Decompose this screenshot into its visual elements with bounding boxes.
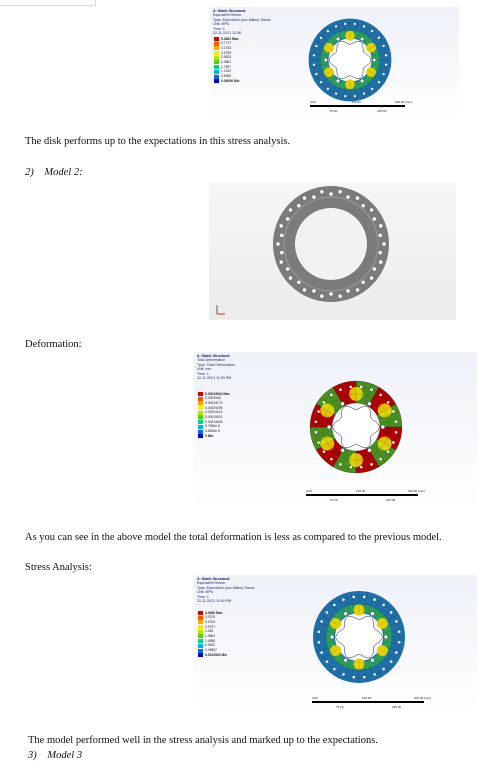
drilled-hole [387,401,390,404]
bolt-hole [360,79,364,83]
drilled-hole [320,37,322,39]
drilled-hole [354,95,356,97]
drilled-hole [370,276,373,279]
drilled-hole [335,93,337,95]
scale-bar [310,100,413,113]
drilled-hole [346,195,349,198]
heading-model-2 [25,166,83,179]
scale-tick-label: 75.00 [329,109,338,113]
legend-label: 2.483 [205,629,214,634]
drilled-hole [276,242,279,245]
info-line: Unit: MPa [197,590,213,595]
legend-swatch [214,75,219,79]
drilled-hole [379,234,382,237]
drilled-hole [373,267,376,270]
heading-model-3 [28,749,82,762]
drilled-hole [317,441,320,444]
legend-swatch [198,425,203,429]
drilled-hole [323,450,326,453]
drilled-hole [317,410,320,413]
bolt-hole [341,402,345,406]
legend-label: 0.00024414 [205,410,223,415]
drilled-hole [379,260,382,263]
bolt-hole [360,37,364,41]
legend-label: 2.3861 [221,60,232,64]
drilled-hole [360,466,363,469]
drilled-hole [363,92,365,94]
disc-center-hole [336,616,383,658]
stress-analysis-label: Stress Analysis: [25,562,92,573]
drilled-hole [318,641,321,644]
legend-label: 5.3681 Max [221,36,239,41]
drilled-hole [323,401,326,404]
drilled-hole [320,651,323,654]
figure-info [197,577,255,603]
info-line: Unit: MPa [213,22,229,27]
legend-swatch [214,42,219,46]
drilled-hole [279,224,282,227]
axis-triad-icon [215,304,227,316]
drilled-hole [344,95,346,97]
drilled-hole [286,217,289,220]
legend-label: 1.1933 [221,69,232,74]
deformation-label: Deformation: [25,339,82,350]
info-line: Unit: mm [197,367,212,372]
legend-swatch [214,56,219,60]
legend-label: 0.00014648 [205,419,223,424]
scale-tick-label: 0.00 [310,100,316,104]
legend-label: 4.8828e-5 [205,429,220,434]
drilled-hole [315,45,317,47]
drilled-hole [352,596,355,599]
bolt-hole [367,448,371,452]
drilled-hole [370,388,373,391]
bolt-hole [367,402,371,406]
legend-label: 1.4898 [205,638,216,643]
disc-deformation-plot [306,377,406,477]
drilled-hole [398,630,401,633]
legend-swatch [214,65,219,69]
drilled-hole [382,604,385,607]
legend-label: 0.0003906 [205,396,221,401]
legend-swatch [198,401,203,405]
legend-swatch [214,70,219,74]
drilled-hole [315,420,318,423]
figure-info [197,354,235,380]
drilled-hole [373,217,376,220]
legend-swatch [214,51,219,55]
drilled-hole [395,431,398,434]
drilled-hole [385,64,387,66]
drilled-hole [392,410,395,413]
drilled-hole [385,54,387,56]
legend-swatch [214,79,219,83]
disc-center-hole [329,41,371,78]
legend-swatch [198,644,203,648]
paragraph-model-1-result: The disk performs up to the expectations in this stress analysis. [25,136,291,147]
drilled-hole [379,251,382,254]
legend-swatch [198,411,203,415]
figure-info [213,9,271,35]
legend-swatch [198,420,203,424]
legend-label: 3.4763 [205,619,216,624]
drilled-hole [382,45,384,47]
legend-swatch [198,430,203,434]
drilled-hole [371,30,373,32]
drilled-hole [378,81,380,83]
info-line: Time: 1 [197,371,209,376]
drilled-hole [361,281,364,284]
drilled-hole [329,192,332,195]
drilled-hole [327,88,329,90]
drilled-hole [289,208,292,211]
legend-label: 0.5969 [221,74,232,79]
drilled-hole [342,598,345,601]
drilled-hole [280,251,283,254]
drilled-hole [395,651,398,654]
drilled-hole [303,288,306,291]
drilled-hole [360,386,363,389]
legend-label: 0.00043944 Max [205,391,230,396]
deformation-figure-model-2 [194,352,477,510]
info-line: A: Static Structural [197,577,230,581]
drilled-hole [363,676,366,679]
drilled-hole [342,673,345,676]
drilled-hole [326,611,329,614]
legend-label: 4.4696 Max [205,610,223,615]
drilled-hole [378,37,380,39]
legend-swatch [198,392,203,396]
scan-border [0,0,96,6]
color-legend [198,391,230,439]
info-line: Equivalent Stress [197,581,225,586]
legend-swatch [198,397,203,401]
drilled-hole [320,190,323,193]
drilled-hole [312,289,315,292]
legend-swatch [198,630,203,634]
drilled-hole [349,466,352,469]
drilled-hole [333,604,336,607]
legend-swatch [198,406,203,410]
drilled-hole [297,281,300,284]
legend-label: 1.7897 [221,64,232,69]
legend-label: 0.00029296 [205,405,223,410]
legend-label: 4.1753 [221,45,232,50]
drilled-hole [339,294,342,297]
legend-label: 1.9864 [205,634,216,638]
drilled-hole [363,596,366,599]
scale-tick-label: 225.00 [386,498,396,502]
legend-swatch [198,434,203,438]
scale-tick-label: 150.00 [351,100,361,104]
legend-label: 0.00056 Min [221,78,240,83]
legend-swatch [198,634,203,638]
drilled-hole [313,64,315,66]
solid-disc-image [271,184,391,304]
drilled-hole [335,25,337,27]
drilled-hole [361,204,364,207]
drilled-hole [395,420,398,423]
scale-tick-label: 150.00 [356,489,366,493]
drilled-hole [383,73,385,75]
drilled-hole [356,196,359,199]
paragraph-deformation-comparison: As you can see in the above model the total deformation is less as compared to the previous model. [25,532,442,543]
scale-tick-label: 300.00 (mm) [408,489,426,493]
drilled-hole [395,620,398,623]
scale-tick-label: 300.00 (mm) [414,696,432,700]
scale-bar [306,489,426,502]
info-line: Time: 1 [197,594,209,599]
drilled-hole [356,288,359,291]
info-line: Equivalent Stress [213,13,241,18]
bolt-hole [330,635,334,639]
scale-tick-label: 150.00 [362,696,372,700]
drilled-hole [370,463,373,466]
legend-swatch [214,37,219,41]
drilled-hole [289,276,292,279]
info-line: Total Deformation [197,358,226,363]
legend-label: 0.00019531 [205,415,223,419]
drilled-hole [354,23,356,25]
info-line: 22-11-2021 11:59 PM [197,376,232,381]
legend-swatch [198,653,203,657]
info-line: A: Static Structural [197,354,230,358]
legend-label: 4.7717 [221,41,232,46]
legend-swatch [198,415,203,419]
bolt-hole [370,658,374,662]
drilled-hole [318,630,321,633]
drilled-hole [352,676,355,679]
drilled-hole [398,641,401,644]
color-legend [214,36,240,84]
scale-tick-label: 0.00 [312,696,318,700]
heading-number: 2) [25,167,34,178]
drilled-hole [326,660,329,663]
disc-stress-plot [309,587,409,687]
scale-bar-graphic [306,494,418,496]
heading-label: Model 3 [47,750,83,761]
drilled-hole [373,598,376,601]
legend-swatch [214,60,219,64]
drilled-hole [382,242,385,245]
legend-label: 9.7656e-5 [205,424,220,429]
drilled-hole [339,388,342,391]
info-line: 22-11-2021 11:58 [213,31,241,36]
legend-swatch [198,620,203,624]
bolt-hole [384,635,388,639]
drilled-hole [286,267,289,270]
drilled-hole [315,73,317,75]
bolt-hole [327,425,331,429]
model-2-solid-render [209,182,456,320]
legend-label: 2.9825 [221,55,232,60]
scale-bar-graphic [310,105,405,107]
stress-figure-model-1 [210,7,459,120]
bolt-hole [336,37,340,41]
info-line: Type: Total Deformation [197,362,235,367]
info-line: Time: 1 [213,26,225,31]
info-line: Type: Equivalent (von-Mises) Stress [197,585,255,590]
drilled-hole [303,196,306,199]
legend-swatch [198,616,203,620]
scale-tick-label: 75.00 [336,705,344,709]
paragraph-model-2-stress-result: The model performed well in the stress analysis and marked up to the expectations. [28,735,378,746]
color-legend [198,610,228,658]
disc-stress-plot [305,15,395,105]
scale-tick-label: 75.00 [330,498,338,502]
drilled-hole [370,208,373,211]
drilled-hole [387,450,390,453]
bolt-hole [344,658,348,662]
legend-label: 2.9797 [205,624,216,629]
legend-swatch [198,639,203,643]
drilled-hole [280,234,283,237]
scale-tick-label: 300.00 (mm) [395,100,413,104]
info-line: 22-11-2021 11:59 PM [197,599,232,604]
drilled-hole [327,30,329,32]
drilled-hole [392,441,395,444]
bolt-hole [372,58,376,62]
bolt-hole [336,79,340,83]
drilled-hole [373,673,376,676]
bolt-hole [344,612,348,616]
drilled-hole [320,620,323,623]
drilled-hole [346,289,349,292]
drilled-hole [320,294,323,297]
legend-swatch [198,611,203,615]
info-line: Type: Equivalent (von-Mises) Stress [213,17,271,22]
drilled-hole [349,386,352,389]
scale-tick-label: 225.00 [377,109,387,113]
drilled-hole [333,668,336,671]
drilled-hole [330,394,333,397]
legend-label: 3.9729 [205,615,216,620]
drilled-hole [312,195,315,198]
bolt-hole [341,448,345,452]
drilled-hole [297,204,300,207]
legend-label: 0.49657 [205,648,217,653]
legend-swatch [198,649,203,653]
legend-label: 3.5789 [221,50,232,55]
info-line: A: Static Structural [213,9,246,13]
scale-tick-label: 0.00 [306,489,312,493]
drilled-hole [390,660,393,663]
drilled-hole [379,224,382,227]
bolt-hole [370,612,374,616]
drilled-hole [382,668,385,671]
drilled-hole [363,25,365,27]
legend-label: 0.9932 [205,643,216,648]
drilled-hole [390,611,393,614]
scale-bar-graphic [312,701,424,703]
drilled-hole [313,54,315,56]
drilled-hole [379,458,382,461]
drilled-hole [379,394,382,397]
drilled-hole [339,463,342,466]
drilled-hole [330,458,333,461]
legend-swatch [214,46,219,50]
disc-center-hole [333,406,380,448]
legend-label: 0 Min [205,433,214,438]
legend-label: 0.0022803 Min [205,652,228,657]
bolt-hole [324,58,328,62]
drilled-hole [320,81,322,83]
legend-swatch [198,625,203,629]
bolt-hole [381,425,385,429]
drilled-hole [344,23,346,25]
drilled-hole [329,292,332,295]
heading-label: Model 2: [44,167,83,178]
drilled-hole [279,260,282,263]
scale-bar [312,696,432,709]
drilled-hole [371,88,373,90]
drilled-hole [315,431,318,434]
scale-tick-label: 225.00 [392,705,402,709]
drilled-hole [339,190,342,193]
stress-figure-model-2 [194,575,477,713]
heading-number: 3) [28,750,37,761]
legend-label: 0.00034179 [205,400,223,405]
